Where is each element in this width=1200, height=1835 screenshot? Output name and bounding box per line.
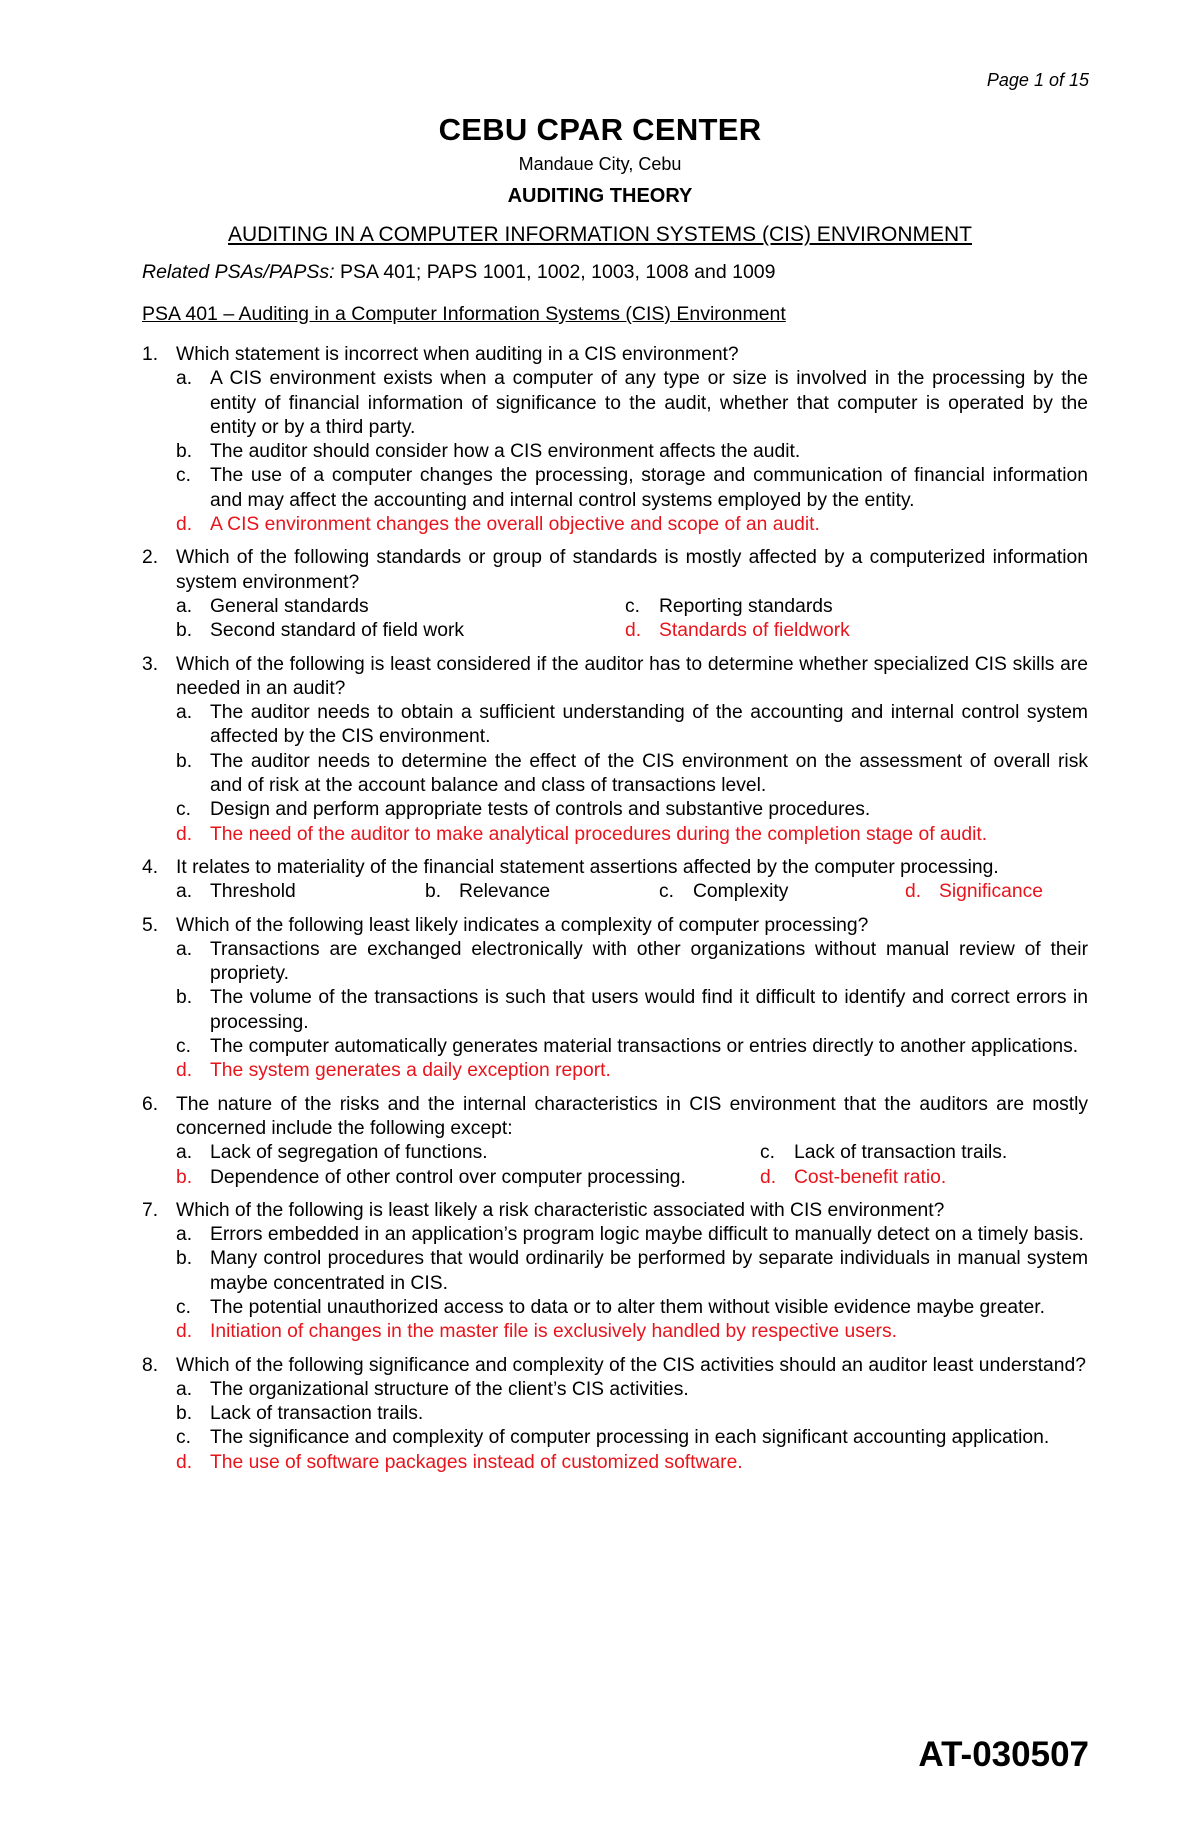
- option-text: Cost-benefit ratio.: [794, 1166, 947, 1188]
- option-c: [760, 1141, 1007, 1165]
- option-text: The use of software packages instead of customized software.: [210, 1451, 743, 1473]
- option-letter: b.: [176, 750, 193, 772]
- question-6: [142, 1093, 1088, 1190]
- option-a: [176, 367, 1088, 440]
- option-letter: a.: [176, 881, 193, 903]
- question-5: [142, 914, 1088, 1084]
- option-d-answer: [905, 880, 1043, 904]
- option-d-answer: [176, 823, 1088, 847]
- question-list: [142, 343, 1088, 1484]
- option-b: [176, 750, 1088, 799]
- option-text: The auditor needs to determine the effect of the CIS environment on the assessment of overall risk and of risk at the account balance and class of transactions level.: [210, 750, 1088, 797]
- option-letter: a.: [176, 1142, 193, 1164]
- option-letter: a.: [176, 938, 193, 960]
- option-text: Threshold: [210, 881, 296, 903]
- option-letter: c.: [659, 881, 674, 903]
- option-letter: a.: [176, 595, 193, 617]
- related-standards-label: Related PSAs/PAPSs:: [142, 261, 335, 283]
- option-text: A CIS environment changes the overall objective and scope of an audit.: [210, 514, 820, 536]
- question-stem: Which of the following least likely indicates a complexity of computer processing?: [176, 914, 869, 936]
- question-stem: It relates to materiality of the financial statement assertions affected by the computer processing.: [176, 856, 999, 878]
- option-text: The volume of the transactions is such that users would find it difficult to identify and correct errors in processing.: [210, 987, 1088, 1033]
- option-letter: d.: [176, 1060, 193, 1082]
- question-number: 1.: [142, 344, 159, 365]
- option-text: Lack of segregation of functions.: [210, 1142, 488, 1164]
- option-text: The auditor needs to obtain a sufficient understanding of the accounting and internal control system affected by the CIS environment.: [210, 702, 1088, 748]
- option-c: [625, 595, 833, 619]
- option-letter: d.: [905, 881, 922, 903]
- option-letter: b.: [176, 1403, 193, 1425]
- option-letter: b.: [425, 881, 442, 903]
- question-3: [142, 653, 1088, 847]
- option-b: [176, 440, 1088, 464]
- option-letter: a.: [176, 368, 193, 390]
- option-text: Many control procedures that would ordinarily be performed by separate individuals in manual system maybe concentrated in CIS.: [210, 1248, 1088, 1294]
- option-text: Relevance: [459, 881, 551, 903]
- option-c: [176, 464, 1088, 513]
- question-2: [142, 546, 1088, 643]
- option-text: General standards: [210, 595, 369, 617]
- option-letter: c.: [176, 799, 191, 821]
- option-text: The significance and complexity of computer processing in each significant accounting application.: [210, 1427, 1050, 1449]
- option-b: [425, 880, 659, 904]
- option-text: Errors embedded in an application’s program logic maybe difficult to manually detect on a timely basis.: [210, 1224, 1084, 1246]
- question-number: 2.: [142, 547, 159, 569]
- option-a: [176, 880, 425, 904]
- option-letter: c.: [176, 465, 191, 487]
- question-number: 8.: [142, 1354, 159, 1376]
- option-text: Reporting standards: [659, 595, 833, 617]
- option-letter: a.: [176, 702, 193, 724]
- option-letter: b.: [176, 441, 193, 463]
- option-text: Lack of transaction trails.: [210, 1403, 424, 1425]
- question-stem: Which of the following significance and complexity of the CIS activities should an auditor least understand?: [176, 1354, 1086, 1376]
- option-b: [176, 619, 625, 643]
- question-1: [142, 343, 1088, 537]
- question-7: [142, 1199, 1088, 1345]
- option-a: [176, 595, 625, 619]
- option-letter: d.: [625, 620, 642, 642]
- option-row: [176, 880, 1088, 904]
- option-text: The computer automatically generates material transactions or entries directly to another applications.: [210, 1036, 1079, 1058]
- option-letter: b.: [176, 1248, 193, 1270]
- option-a: [176, 1141, 760, 1165]
- option-text: Design and perform appropriate tests of controls and substantive procedures.: [210, 799, 871, 821]
- question-stem: The nature of the risks and the internal characteristics in CIS environment that the auditors are mostly concerned include the following except:: [176, 1093, 1088, 1139]
- question-number: 3.: [142, 653, 159, 675]
- option-row: [176, 1166, 1088, 1190]
- option-text: The auditor should consider how a CIS environment affects the audit.: [210, 441, 801, 463]
- question-8: [142, 1354, 1088, 1475]
- question-number: 5.: [142, 914, 159, 936]
- question-stem: Which statement is incorrect when auditing in a CIS environment?: [176, 344, 739, 365]
- subject-title: AUDITING THEORY: [507, 185, 693, 207]
- option-d-answer: [176, 513, 1088, 537]
- option-b: [176, 1166, 760, 1190]
- option-c: [176, 1035, 1088, 1059]
- related-standards: [142, 261, 775, 284]
- option-letter: b.: [176, 1166, 193, 1188]
- option-d-answer: [176, 1059, 1088, 1083]
- option-text: Initiation of changes in the master file is exclusively handled by respective users.: [210, 1321, 897, 1343]
- question-stem: Which of the following standards or group of standards is mostly affected by a computerized information system environment?: [176, 547, 1088, 593]
- option-text: The need of the auditor to make analytical procedures during the completion stage of audit.: [210, 823, 988, 845]
- option-a: [176, 1223, 1088, 1247]
- option-b: [176, 986, 1088, 1035]
- option-text: The potential unauthorized access to data or to alter them without visible evidence maybe greater.: [210, 1296, 1045, 1318]
- question-number: 6.: [142, 1093, 159, 1115]
- question-stem: Which of the following is least considered if the auditor has to determine whether specialized CIS skills are needed in an audit?: [176, 653, 1088, 699]
- option-letter: c.: [176, 1036, 191, 1058]
- option-text: Dependence of other control over computer processing.: [210, 1166, 686, 1188]
- option-letter: d.: [176, 1451, 193, 1473]
- option-c: [176, 1296, 1088, 1320]
- option-text: Transactions are exchanged electronically with other organizations without manual review of their propriety.: [210, 938, 1088, 985]
- section-heading: PSA 401 – Auditing in a Computer Information Systems (CIS) Environment: [142, 303, 786, 325]
- option-text: Second standard of field work: [210, 620, 465, 642]
- option-b: [176, 1402, 1088, 1426]
- option-text: Significance: [939, 881, 1043, 903]
- topic-title: AUDITING IN A COMPUTER INFORMATION SYSTEMS (CIS) ENVIRONMENT: [228, 223, 972, 246]
- organization-title: CEBU CPAR CENTER: [438, 112, 762, 147]
- option-text: Standards of fieldwork: [659, 620, 850, 642]
- option-b: [176, 1247, 1088, 1296]
- option-letter: a.: [176, 1224, 193, 1246]
- option-letter: a.: [176, 1378, 193, 1400]
- option-letter: c.: [176, 1296, 191, 1318]
- option-letter: d.: [176, 514, 193, 536]
- question-number: 4.: [142, 856, 159, 878]
- document-code: AT-030507: [918, 1735, 1089, 1774]
- option-row: [176, 595, 1088, 619]
- page-number: Page 1 of 15: [986, 70, 1089, 90]
- option-c: [176, 1426, 1088, 1450]
- option-letter: b.: [176, 987, 193, 1009]
- option-letter: c.: [176, 1427, 191, 1449]
- option-text: The use of a computer changes the processing, storage and communication of financial information and may affect the accounting and internal control systems employed by the entity.: [210, 465, 1088, 511]
- question-number: 7.: [142, 1199, 159, 1221]
- option-text: A CIS environment exists when a computer of any type or size is involved in the processing by the entity of financial information of significance to the audit, whether that computer is operated by the entity or by a third party.: [210, 368, 1088, 438]
- option-letter: d.: [176, 1321, 193, 1343]
- option-d-answer: [176, 1320, 1088, 1344]
- option-letter: c.: [625, 595, 640, 617]
- option-row: [176, 619, 1088, 643]
- option-d-answer: [625, 619, 850, 643]
- option-d-answer: [176, 1451, 1088, 1475]
- option-c: [659, 880, 905, 904]
- question-4: [142, 856, 1088, 905]
- option-letter: d.: [760, 1166, 777, 1188]
- option-text: Complexity: [693, 881, 789, 903]
- option-a: [176, 938, 1088, 987]
- option-text: The system generates a daily exception report.: [210, 1060, 611, 1082]
- question-stem: Which of the following is least likely a risk characteristic associated with CIS environment?: [176, 1199, 945, 1221]
- option-text: The organizational structure of the client’s CIS activities.: [210, 1378, 689, 1400]
- option-letter: b.: [176, 620, 193, 642]
- related-standards-value: PSA 401; PAPS 1001, 1002, 1003, 1008 and 1009: [334, 261, 776, 283]
- option-letter: c.: [760, 1142, 775, 1164]
- option-letter: d.: [176, 823, 193, 845]
- option-a: [176, 1378, 1088, 1402]
- option-row: [176, 1141, 1088, 1165]
- option-c: [176, 798, 1088, 822]
- option-a: [176, 701, 1088, 750]
- organization-city: Mandaue City, Cebu: [518, 154, 682, 174]
- option-d-answer: [760, 1166, 946, 1190]
- option-text: Lack of transaction trails.: [794, 1142, 1008, 1164]
